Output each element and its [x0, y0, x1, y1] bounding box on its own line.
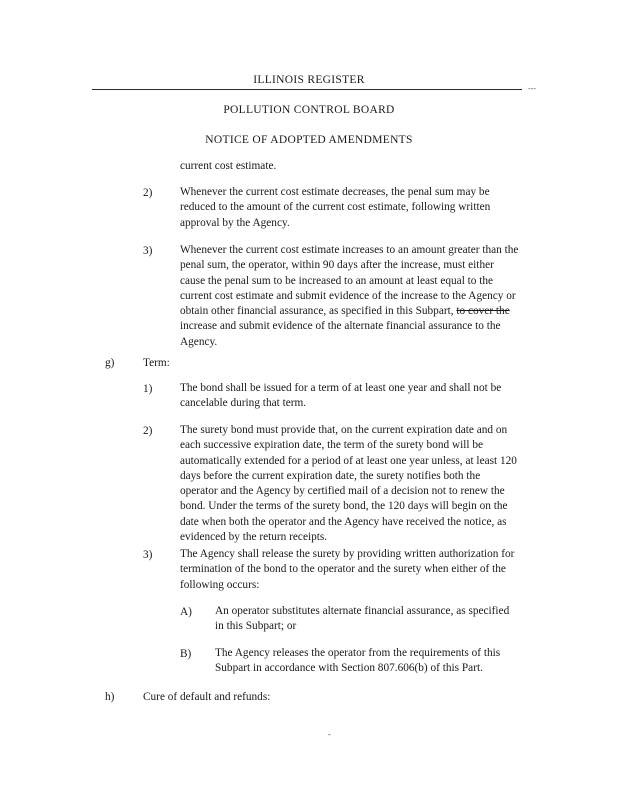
text-line: approval by the Agency. — [180, 216, 290, 229]
text-line: current cost estimate and submit evidence of the increase to the Agency or — [180, 289, 516, 302]
text-line: Agency. — [180, 335, 218, 348]
section-label-g: g) — [105, 357, 115, 369]
text-line: reduced to the amount of the current cost estimate, following written — [180, 201, 491, 214]
text-line: increase and submit evidence of the alternate financial assurance to the — [180, 320, 501, 333]
text-line: days before the current expiration date, the surety notifies both the — [180, 469, 481, 482]
header-mark: --- — [528, 84, 536, 93]
register-title: ILLINOIS REGISTER — [253, 74, 365, 86]
item-label-g1: 1) — [143, 383, 153, 395]
text-line: Subpart in accordance with Section 807.606(b) of this Part. — [215, 662, 483, 675]
text-line: cancelable during that term. — [180, 397, 307, 410]
text-line: Whenever the current cost estimate decreases, the penal sum may be — [180, 186, 490, 198]
text-line: penal sum, the operator, within 90 days after the increase, must either — [180, 259, 494, 272]
paragraph-g2 — [180, 423, 517, 545]
text-line: The Agency shall release the surety by providing written authorization for — [180, 548, 515, 560]
text-line: The bond shall be issued for a term of at least one year and shall not be — [180, 382, 502, 394]
paragraph-f3 — [180, 243, 518, 350]
header-rule — [92, 89, 522, 90]
item-label-g2: 2) — [143, 425, 153, 437]
board-title: POLLUTION CONTROL BOARD — [223, 104, 395, 116]
section-label-h: h) — [105, 691, 115, 703]
text-line: automatically extended for a period of at least one year unless, at least 120 — [180, 454, 517, 467]
struck-text: to cover the — [456, 305, 510, 318]
text-line: operator and the Agency by certified mail of a decision not to renew the — [180, 485, 505, 498]
item-label-g3: 3) — [143, 549, 153, 561]
text-line: Whenever the current cost estimate increases to an amount greater than the — [180, 244, 519, 256]
item-label-f3: 3) — [143, 245, 153, 257]
text-line-with-strike — [180, 304, 518, 319]
text-line: each successive expiration date, the term of the surety bond will be — [180, 439, 484, 452]
text-line: termination of the bond to the operator and the surety when either of the — [180, 563, 506, 576]
item-label-f2: 2) — [143, 187, 153, 199]
text-line: following occurs: — [180, 578, 260, 591]
paragraph-g3B — [215, 646, 500, 677]
paragraph-g1 — [180, 381, 501, 412]
paragraph-f2 — [180, 185, 490, 231]
text-line: cause the penal sum to be increased to an amount at least equal to the — [180, 274, 494, 287]
text-line: The Agency releases the operator from the requirements of this — [215, 647, 501, 659]
section-title-g: Term: — [143, 357, 170, 369]
text-line: bond. Under the terms of the surety bond, the 120 days will begin on the — [180, 500, 508, 513]
paragraph-g3A — [215, 604, 509, 635]
text-line: The surety bond must provide that, on the current expiration date and on — [180, 424, 508, 436]
item-label-g3B: B) — [180, 648, 192, 660]
paragraph-g3 — [180, 547, 514, 593]
text-line: evidenced by the return receipts. — [180, 531, 328, 544]
text-segment: obtain other financial assurance, as specified in this Subpart, — [180, 305, 454, 318]
item-label-g3A: A) — [180, 606, 192, 618]
section-title-h: Cure of default and refunds: — [143, 691, 271, 703]
footer-mark: - — [328, 730, 331, 739]
text-line: An operator substitutes alternate financial assurance, as specified — [215, 605, 510, 617]
notice-title: NOTICE OF ADOPTED AMENDMENTS — [205, 134, 413, 146]
text-line: in this Subpart; or — [215, 620, 297, 633]
text-line: date when both the operator and the Agency have received the notice, as — [180, 515, 507, 528]
continuation-line: current cost estimate. — [180, 160, 277, 172]
